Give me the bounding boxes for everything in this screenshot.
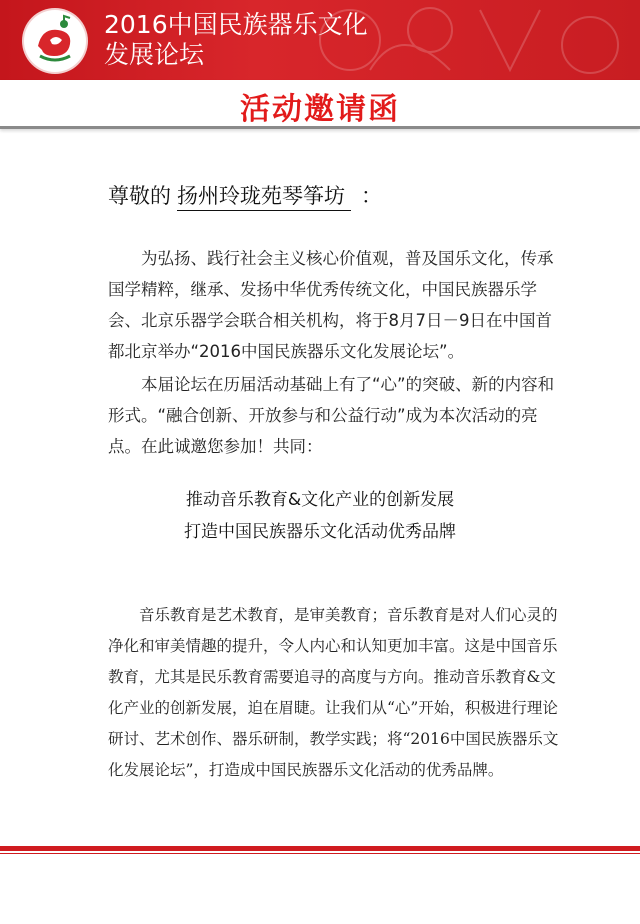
footer-divider <box>0 846 640 851</box>
slogans <box>0 484 640 548</box>
header-banner <box>0 0 640 80</box>
header-title <box>104 10 368 70</box>
slogan-item: 推动音乐教育&文化产业的创新发展 <box>185 490 455 510</box>
recipient-name: 扬州玲珑苑琴筝坊 <box>177 180 351 211</box>
forum-logo <box>24 10 86 72</box>
paragraph-music-education: 音乐教育是艺术教育，是审美教育；音乐教育是对人们心灵的净化和审美情趣的提升，令人内心和认知更加丰富。这是中国音乐教育，尤其是民乐教育需要追寻的高度与方向。推动音乐教育&文化产业的创新发展，迫在眉睫。让我们从“心”开始，积极进行理论研讨、艺术创作、器乐研制，教学实践；将“2016中国民族器乐文化发展论坛”，打造成中国民族器乐文化活动的优秀品牌。 <box>108 606 559 779</box>
header-title-line1: 2016中国民族器乐文化 <box>104 10 368 39</box>
salutation-suffix: ： <box>361 184 382 208</box>
footer-divider-thin <box>0 853 640 854</box>
invitation-title: 活动邀请函 <box>240 92 400 127</box>
paragraph-highlights: 本届论坛在历届活动基础上有了“心”的突破、新的内容和形式。“融合创新、开放参与和公益行动”成为本次活动的亮点。在此诚邀您参加！共同： <box>108 375 555 456</box>
paragraph-intro: 为弘扬、践行社会主义核心价值观，普及国乐文化，传承国学精粹，继承、发扬中华优秀传统文化，中国民族器乐学会、北京乐器学会联合相关机构，将于8月7日－9日在中国首都北京举办“2016中国民族器乐文化发展论坛”。 <box>108 249 554 361</box>
salutation <box>108 180 382 211</box>
header-title-line2: 发展论坛 <box>104 40 205 69</box>
slogan-item: 打造中国民族器乐文化活动优秀品牌 <box>184 522 456 542</box>
salutation-prefix: 尊敬的 <box>108 184 171 208</box>
